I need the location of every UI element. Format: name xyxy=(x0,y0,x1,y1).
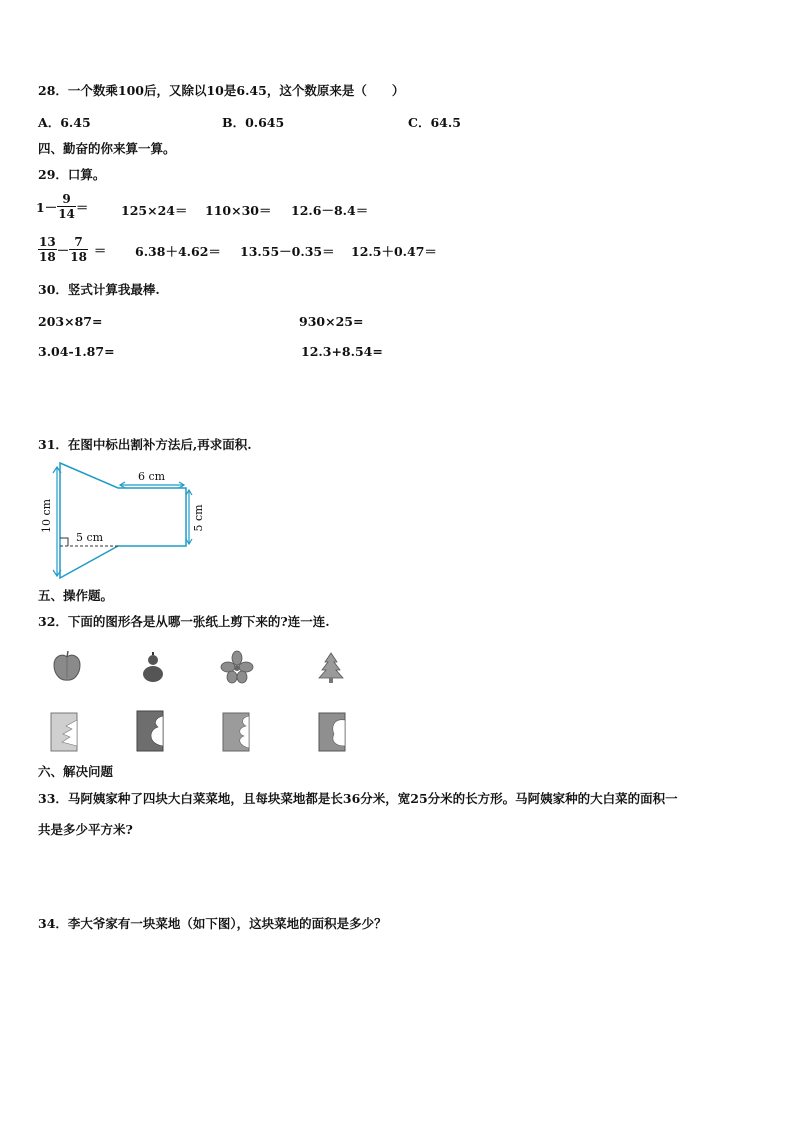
q29-eq: ＝ xyxy=(93,242,107,258)
apple-shape-icon[interactable] xyxy=(50,650,84,684)
q29-fraction-13-18: $\frac{13}{18}$ xyxy=(39,235,56,264)
q28-option-a[interactable]: A．6.45 xyxy=(38,115,91,130)
q29-fraction-9-14: $\frac{9}{14}$ xyxy=(58,192,75,221)
q29-expr-1 xyxy=(36,192,88,221)
q30-item-3: 3.04-1.87= xyxy=(38,344,115,359)
section-5-title: 五、操作题。 xyxy=(38,588,114,603)
right-angle-mark xyxy=(60,538,68,546)
section-4-title: 四、勤奋的你来算一算。 xyxy=(38,141,176,156)
section-6-title: 六、解决问题 xyxy=(38,764,114,779)
q34-stem: 34．李大爷家有一块菜地（如下图），这块菜地的面积是多少？ xyxy=(38,916,387,931)
q28-stem: 28．一个数乘100后，又除以10是6.45，这个数原来是（ ） xyxy=(38,83,405,98)
q30-item-1: 203×87= xyxy=(38,314,103,329)
q31-figure xyxy=(30,458,220,588)
paper-tree-cut-icon[interactable] xyxy=(50,712,78,752)
q29-fraction-7-18: $\frac{7}{18}$ xyxy=(70,235,87,264)
q28-option-c[interactable]: C．64.5 xyxy=(408,115,461,130)
q29-expr-1-lead: 1－ xyxy=(36,199,58,215)
paper-flower-cut-icon[interactable] xyxy=(222,712,250,752)
q29-minus: － xyxy=(56,242,70,258)
label-right: 5 cm xyxy=(192,504,205,532)
q29-stem: 29．口算。 xyxy=(38,167,106,182)
q33-line-2: 共是多少平方米? xyxy=(38,822,133,837)
q33-line-1: 33．马阿姨家种了四块大白菜菜地，且每块菜地都是长36分米，宽25分米的长方形。马阿姨家种的大白菜的面积一 xyxy=(38,791,678,806)
q29-expr-2: 125×24＝ xyxy=(121,203,188,218)
q29-expr-4: 12.6－8.4＝ xyxy=(291,203,369,218)
q30-stem: 30．竖式计算我最棒. xyxy=(38,282,160,297)
q32-stem: 32．下面的图形各是从哪一张纸上剪下来的?连一连. xyxy=(38,614,330,629)
tree-shape-icon[interactable] xyxy=(314,650,348,684)
q31-stem: 31．在图中标出割补方法后,再求面积. xyxy=(38,437,252,452)
q29-expr-7: 13.55－0.35＝ xyxy=(240,244,335,259)
trapezoid-composite-shape xyxy=(60,463,186,578)
q30-item-2: 930×25= xyxy=(299,314,364,329)
flower-shape-icon[interactable] xyxy=(220,650,254,684)
q29-expr-1-eq: ＝ xyxy=(75,199,89,215)
gourd-shape-icon[interactable] xyxy=(136,650,170,684)
q29-expr-3: 110×30＝ xyxy=(205,203,272,218)
label-top: 6 cm xyxy=(138,470,166,483)
q29-expr-8: 12.5＋0.47＝ xyxy=(351,244,437,259)
label-bottom: 5 cm xyxy=(76,531,104,544)
paper-gourd-cut-icon[interactable] xyxy=(136,710,164,752)
label-left: 10 cm xyxy=(40,498,53,534)
q30-item-4: 12.3+8.54= xyxy=(301,344,383,359)
q28-option-b[interactable]: B．0.645 xyxy=(222,115,285,130)
q29-expr-5 xyxy=(38,235,106,264)
paper-apple-cut-icon[interactable] xyxy=(318,712,346,752)
q29-expr-6: 6.38＋4.62＝ xyxy=(135,244,221,259)
